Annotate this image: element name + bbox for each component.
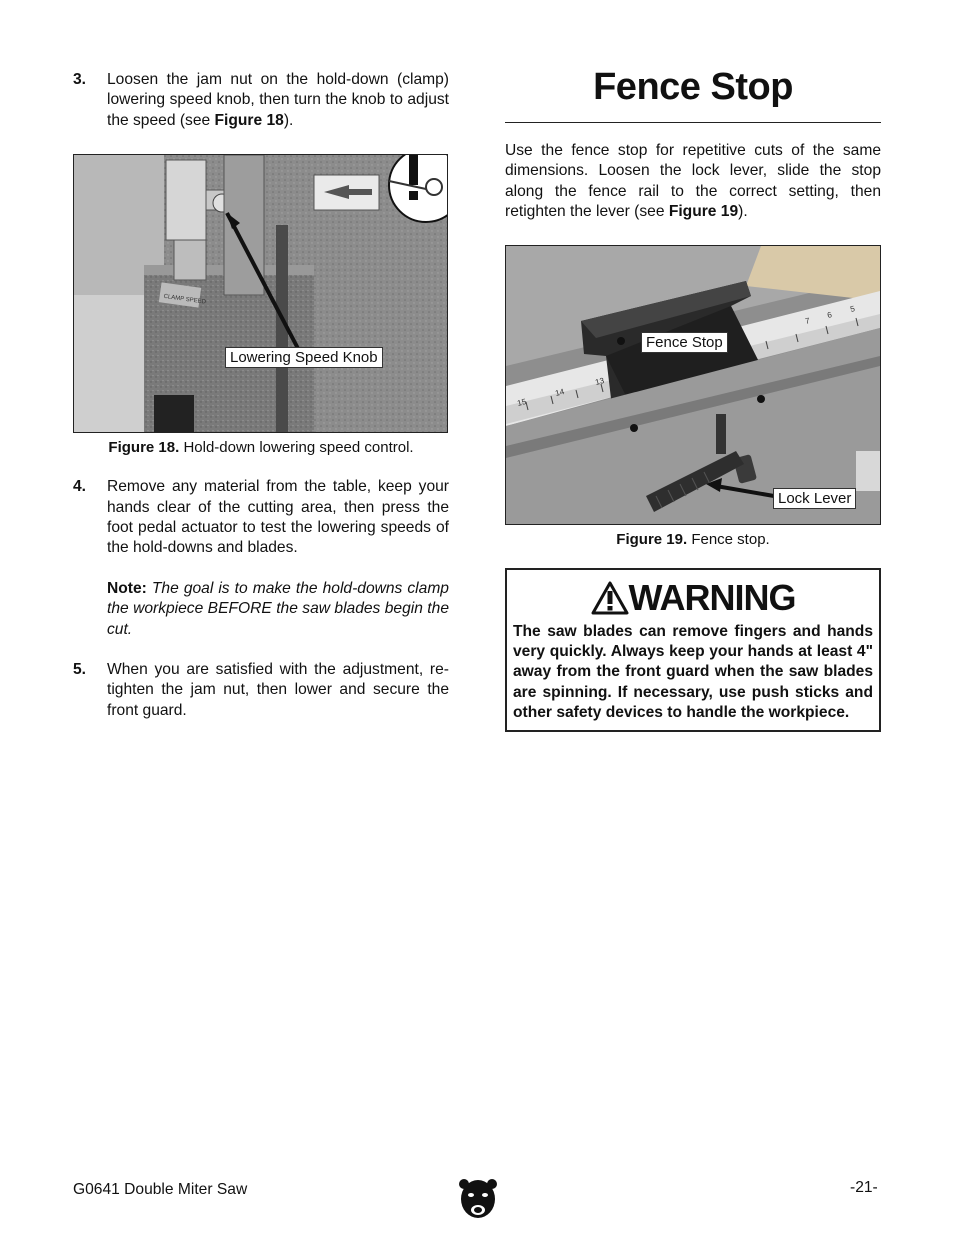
figure-19-caption: [505, 531, 881, 548]
warning-text: The saw blades can remove fingers and hands very quickly. Always keep your hands at least 4" away from the front guard when the saw blades are spinning. If necessary, use push sticks and other safety devices to handle the workpiece.: [513, 622, 873, 722]
title-rule: [505, 122, 881, 123]
warning-title: WARNING: [628, 576, 796, 618]
caption-label: Figure 18.: [108, 439, 180, 457]
scale-number: 15: [516, 396, 528, 408]
scale-number: 13: [594, 375, 606, 387]
scale-number: 14: [554, 386, 566, 398]
caption-label: Figure 19.: [616, 530, 688, 548]
figure-19: [505, 245, 881, 525]
step-text: When you are satisfied with the adjustment, re-tighten the jam nut, then lower and secure the front guard.: [107, 661, 449, 719]
page-number: -21-: [850, 1179, 878, 1196]
step-number: 3.: [73, 71, 87, 88]
note-label: Note:: [107, 579, 147, 597]
step-4: [73, 477, 449, 559]
figure-reference: Figure 19: [668, 203, 739, 221]
callout-lock-lever: Lock Lever: [773, 488, 856, 509]
plate-text: CLAMP SPEED: [163, 293, 207, 306]
step-number: 4.: [73, 478, 87, 496]
callout-lowering-speed-knob: Lowering Speed Knob: [225, 347, 383, 368]
scale-number: 6: [826, 309, 833, 320]
note: [73, 579, 449, 640]
step-3: 3. Loosen the jam nut on the hold-down (clamp) lowering speed knob, then turn the knob to adjust the speed (see Figure 18).: [73, 71, 449, 129]
step-number: 5.: [73, 661, 87, 679]
note-text: The goal is to make the hold-downs clamp the workpiece BEFORE the saw blades begin the cut.: [107, 579, 449, 638]
warning-triangle-icon: [591, 581, 629, 615]
step-text: Remove any material from the table, keep your hands clear of the cutting area, then press the foot pedal actuator to test the lowering speeds of the hold-downs and blades.: [107, 478, 449, 557]
warning-box: [505, 568, 881, 732]
caption-text: Fence stop.: [687, 530, 770, 548]
callout-fence-stop: Fence Stop: [641, 332, 728, 353]
step-text: Loosen the jam nut on the hold-down (clamp) lowering speed knob, then turn the knob to adjust the speed (see: [107, 71, 449, 129]
grizzly-bear-logo-icon: [458, 1177, 498, 1222]
fence-stop-photo: [506, 246, 880, 524]
section-title: Fence Stop: [593, 66, 793, 108]
left-column: [73, 70, 449, 721]
right-column: [505, 64, 881, 732]
step-5: [73, 660, 449, 721]
warning-header: [513, 576, 873, 620]
scale-number: 5: [849, 303, 856, 314]
caption-text: Hold-down lowering speed control.: [179, 439, 414, 457]
figure-18-caption: [73, 439, 449, 456]
figure-reference: Figure 18: [214, 111, 284, 129]
hold-down-speed-control-photo: [74, 155, 447, 432]
fence-stop-intro: Use the fence stop for repetitive cuts of the same dimensions. Loosen the lock lever, slide the stop along the fence rail to the correct setting, then retighten the lever (see Figure 19).: [505, 142, 881, 221]
scale-number: 7: [804, 315, 811, 326]
footer-model: G0641 Double Miter Saw: [73, 1181, 248, 1198]
figure-18: [73, 154, 448, 433]
